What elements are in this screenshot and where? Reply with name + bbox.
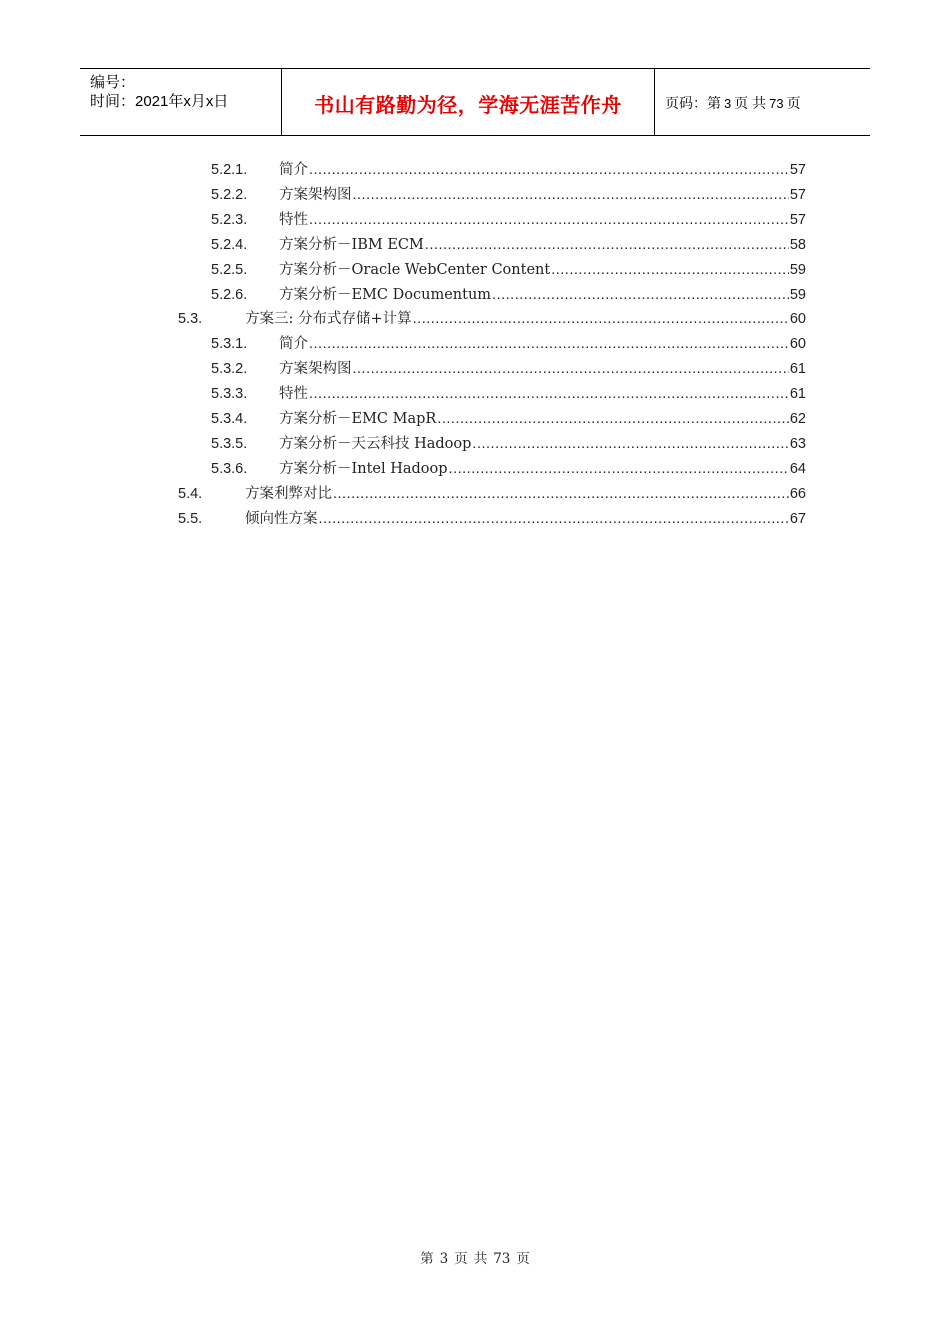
- toc-entry-title: 方案分析－EMC Documentum: [279, 286, 492, 303]
- toc-entry-title: 特性: [279, 386, 308, 403]
- toc-entry-number: 5.2.5.: [211, 261, 248, 278]
- toc-entry-page: 61: [789, 361, 806, 378]
- header-meta: [80, 69, 282, 135]
- toc-entry[interactable]: [211, 382, 806, 406]
- toc-entry-page: 61: [789, 386, 806, 403]
- page-footer: [0, 1247, 950, 1267]
- toc-entry-leader: [353, 361, 789, 377]
- toc-entry-number: 5.3.6.: [211, 460, 248, 477]
- toc-entry[interactable]: [211, 407, 806, 431]
- toc-entry[interactable]: [211, 457, 806, 481]
- toc-entry-leader: [309, 336, 789, 352]
- toc-entry-title: 简介: [279, 162, 308, 178]
- document-time-label: 时间：2021年x月x日: [90, 93, 229, 110]
- toc-entry[interactable]: [178, 482, 806, 506]
- toc-entry-leader: [309, 212, 789, 228]
- toc-entry-leader: [551, 262, 789, 278]
- toc-entry[interactable]: [211, 357, 806, 381]
- toc-entry-page: 59: [789, 261, 806, 278]
- toc-entry-page: 66: [789, 485, 806, 502]
- toc-entry[interactable]: [178, 307, 806, 331]
- toc-entry-number: 5.2.3.: [211, 211, 248, 228]
- footer-total: 73: [493, 1251, 511, 1267]
- toc-entry-number: 5.3.5.: [211, 435, 248, 452]
- toc-entry-leader: [309, 386, 789, 402]
- toc-entry[interactable]: [211, 158, 806, 182]
- toc-entry-title: 方案架构图: [279, 186, 352, 203]
- toc-entry-number: 5.2.2.: [211, 186, 248, 203]
- toc-entry-page: 67: [789, 510, 806, 527]
- toc-entry-number: 5.3.4.: [211, 411, 248, 427]
- toc-entry-page: 60: [789, 336, 806, 353]
- toc-entry-leader: [309, 162, 789, 178]
- toc-entry-number: 5.3.: [178, 311, 203, 328]
- footer-mid2: 共: [473, 1251, 488, 1267]
- toc-entry-leader: [353, 187, 789, 203]
- footer-mid1: 页: [454, 1251, 468, 1267]
- toc-entry-page: 64: [789, 460, 806, 477]
- document-number-label: 编号：: [90, 74, 136, 91]
- toc-entry-page: 62: [789, 411, 806, 427]
- toc-entry-leader: [319, 511, 789, 527]
- toc-entry-leader: [472, 436, 788, 452]
- toc-entry-leader: [333, 486, 789, 502]
- footer-suffix: 页: [516, 1251, 530, 1267]
- toc-entry-title: 方案分析－天云科技 Hadoop: [279, 435, 472, 452]
- toc-entry-title: 简介: [279, 336, 308, 353]
- toc-entry-leader: [449, 461, 789, 477]
- toc-entry-title: 方案分析－Oracle WebCenter Content: [279, 261, 551, 278]
- header-page-suffix: 页: [786, 95, 801, 111]
- toc-entry[interactable]: [178, 507, 806, 531]
- toc-entry-title: 特性: [279, 211, 308, 228]
- toc-entry-leader: [425, 237, 789, 253]
- header-page-total: 73: [769, 95, 784, 111]
- toc-entry-number: 5.3.3.: [211, 386, 248, 403]
- toc-entry-title: 方案三: 分布式存储+计算: [245, 311, 412, 328]
- header-page-mid: 页 共: [734, 95, 767, 111]
- toc-entry-title: 方案分析－Intel Hadoop: [279, 460, 448, 477]
- toc-entry-leader: [437, 411, 789, 427]
- toc-entry-number: 5.2.6.: [211, 286, 248, 303]
- toc-entry-number: 5.3.2.: [211, 361, 248, 378]
- toc-entry[interactable]: [211, 432, 806, 456]
- toc-entry-page: 63: [789, 435, 806, 452]
- toc-entry-number: 5.5.: [178, 510, 203, 527]
- toc-entry[interactable]: [211, 283, 806, 307]
- toc-entry-page: 58: [789, 236, 806, 253]
- toc-entry-title: 方案分析－IBM ECM: [279, 236, 424, 253]
- toc-entry-number: 5.2.1.: [211, 162, 248, 178]
- header-page-prefix: 页码：第: [665, 95, 721, 111]
- toc-entry-number: 5.3.1.: [211, 336, 248, 353]
- toc-entry-page: 60: [789, 311, 806, 328]
- toc-entry[interactable]: [211, 233, 806, 257]
- page-header: [80, 68, 870, 136]
- header-motto-cell: [282, 69, 655, 135]
- toc-entry[interactable]: [211, 258, 806, 282]
- toc-entry-title: 倾向性方案: [245, 510, 318, 527]
- toc-entry-page: 57: [789, 211, 806, 228]
- toc-entry-title: 方案架构图: [279, 361, 352, 378]
- toc-entry-page: 57: [789, 162, 806, 178]
- toc-entry-leader: [492, 287, 789, 303]
- toc-entry-number: 5.2.4.: [211, 236, 248, 253]
- header-page-current: 3: [724, 95, 732, 111]
- toc-entry-number: 5.4.: [178, 485, 203, 502]
- footer-prefix: 第: [420, 1251, 434, 1267]
- toc-entry-page: 57: [789, 186, 806, 203]
- header-page-info: [655, 69, 870, 135]
- toc-entry-leader: [413, 311, 789, 327]
- toc-entry[interactable]: [211, 332, 806, 356]
- toc-entry-title: 方案利弊对比: [245, 485, 332, 502]
- toc-entry[interactable]: [211, 183, 806, 207]
- toc-entry-title: 方案分析－EMC MapR: [279, 411, 437, 427]
- toc-entry-page: 59: [789, 286, 806, 303]
- header-motto: 书山有路勤为径，学海无涯苦作舟: [314, 93, 622, 117]
- footer-current: 3: [439, 1251, 449, 1267]
- toc-entry[interactable]: [211, 208, 806, 232]
